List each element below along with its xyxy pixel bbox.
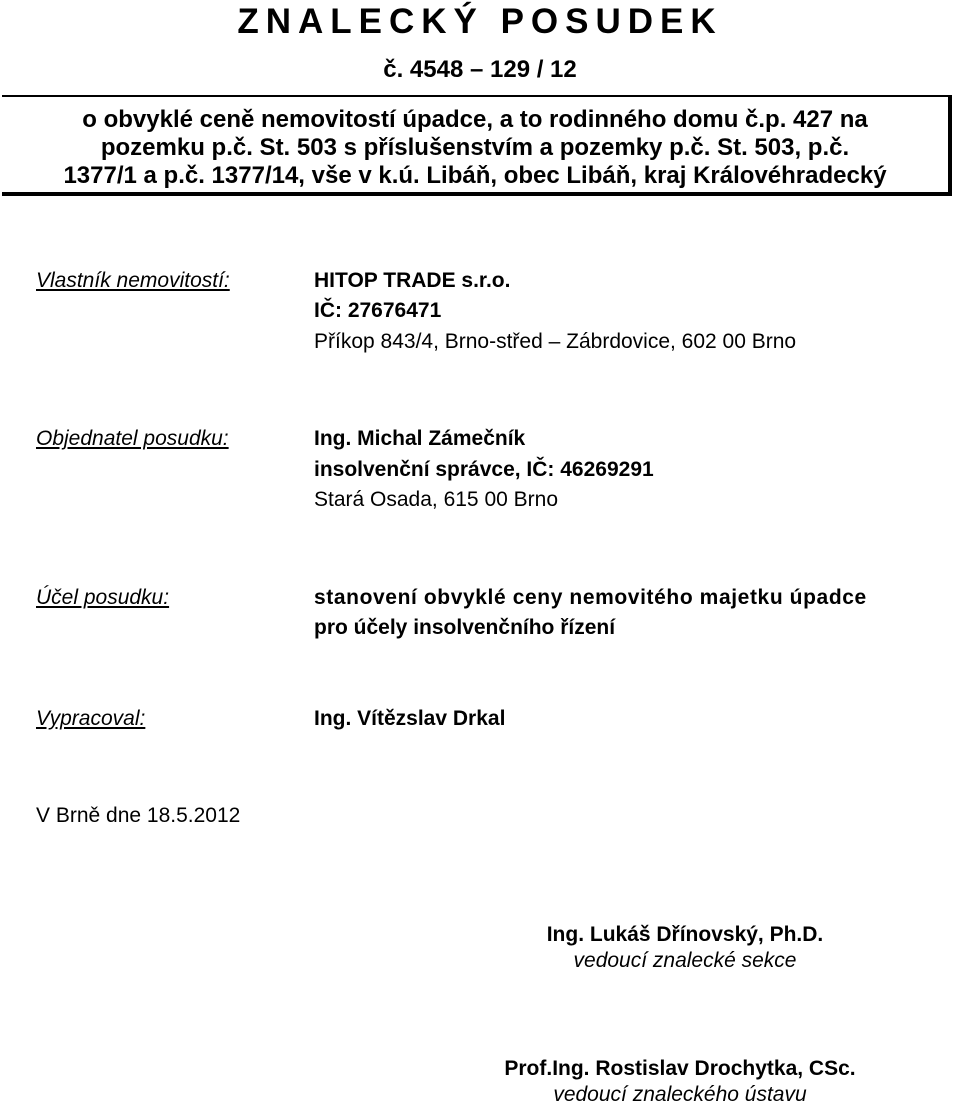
orderer-address: Stará Osada, 615 00 Brno	[314, 488, 558, 511]
owner-name: HITOP TRADE s.r.o.	[314, 269, 511, 292]
orderer-role: insolvenční správce, IČ: 46269291	[314, 458, 654, 481]
owner-label: Vlastník nemovitostí:	[36, 269, 230, 292]
author-label: Vypracoval:	[36, 707, 146, 730]
subject-line-1: o obvyklé ceně nemovitostí úpadce, a to rodinného domu č.p. 427 na	[82, 106, 868, 133]
signature-role-2: vedoucí znaleckého ústavu	[553, 1083, 807, 1106]
signature-name-1: Ing. Lukáš Dřínovský, Ph.D.	[546, 923, 824, 946]
owner-address: Příkop 843/4, Brno-střed – Zábrdovice, 602 00 Brno	[314, 330, 797, 353]
signature-role-1: vedoucí znalecké sekce	[573, 949, 797, 972]
subject-line-3: 1377/1 a p.č. 1377/14, vše v k.ú. Libáň, obec Libáň, kraj Královéhradecký	[63, 162, 887, 189]
document-number: č. 4548 – 129 / 12	[383, 56, 577, 83]
signature-block-2	[480, 1056, 880, 1108]
subject-line-2: pozemku p.č. St. 503 s příslušenstvím a pozemky p.č. St. 503, p.č.	[100, 134, 850, 161]
purpose-label: Účel posudku:	[36, 586, 170, 609]
owner-ico: IČ: 27676471	[314, 299, 442, 322]
place-date: V Brně dne 18.5.2012	[36, 804, 241, 827]
purpose-line-2: pro účely insolvenčního řízení	[314, 616, 616, 639]
author-name: Ing. Vítězslav Drkal	[314, 707, 506, 730]
orderer-name: Ing. Michal Zámečník	[314, 427, 526, 450]
signature-name-2: Prof.Ing. Rostislav Drochytka, CSc.	[504, 1057, 856, 1080]
orderer-label: Objednatel posudku:	[36, 427, 229, 450]
subject-box	[2, 95, 952, 196]
document-title: ZNALECKÝ POSUDEK	[237, 2, 723, 41]
purpose-line-1: stanovení obvyklé ceny nemovitého majetku úpadce	[314, 586, 867, 609]
signature-block-1	[520, 922, 850, 974]
